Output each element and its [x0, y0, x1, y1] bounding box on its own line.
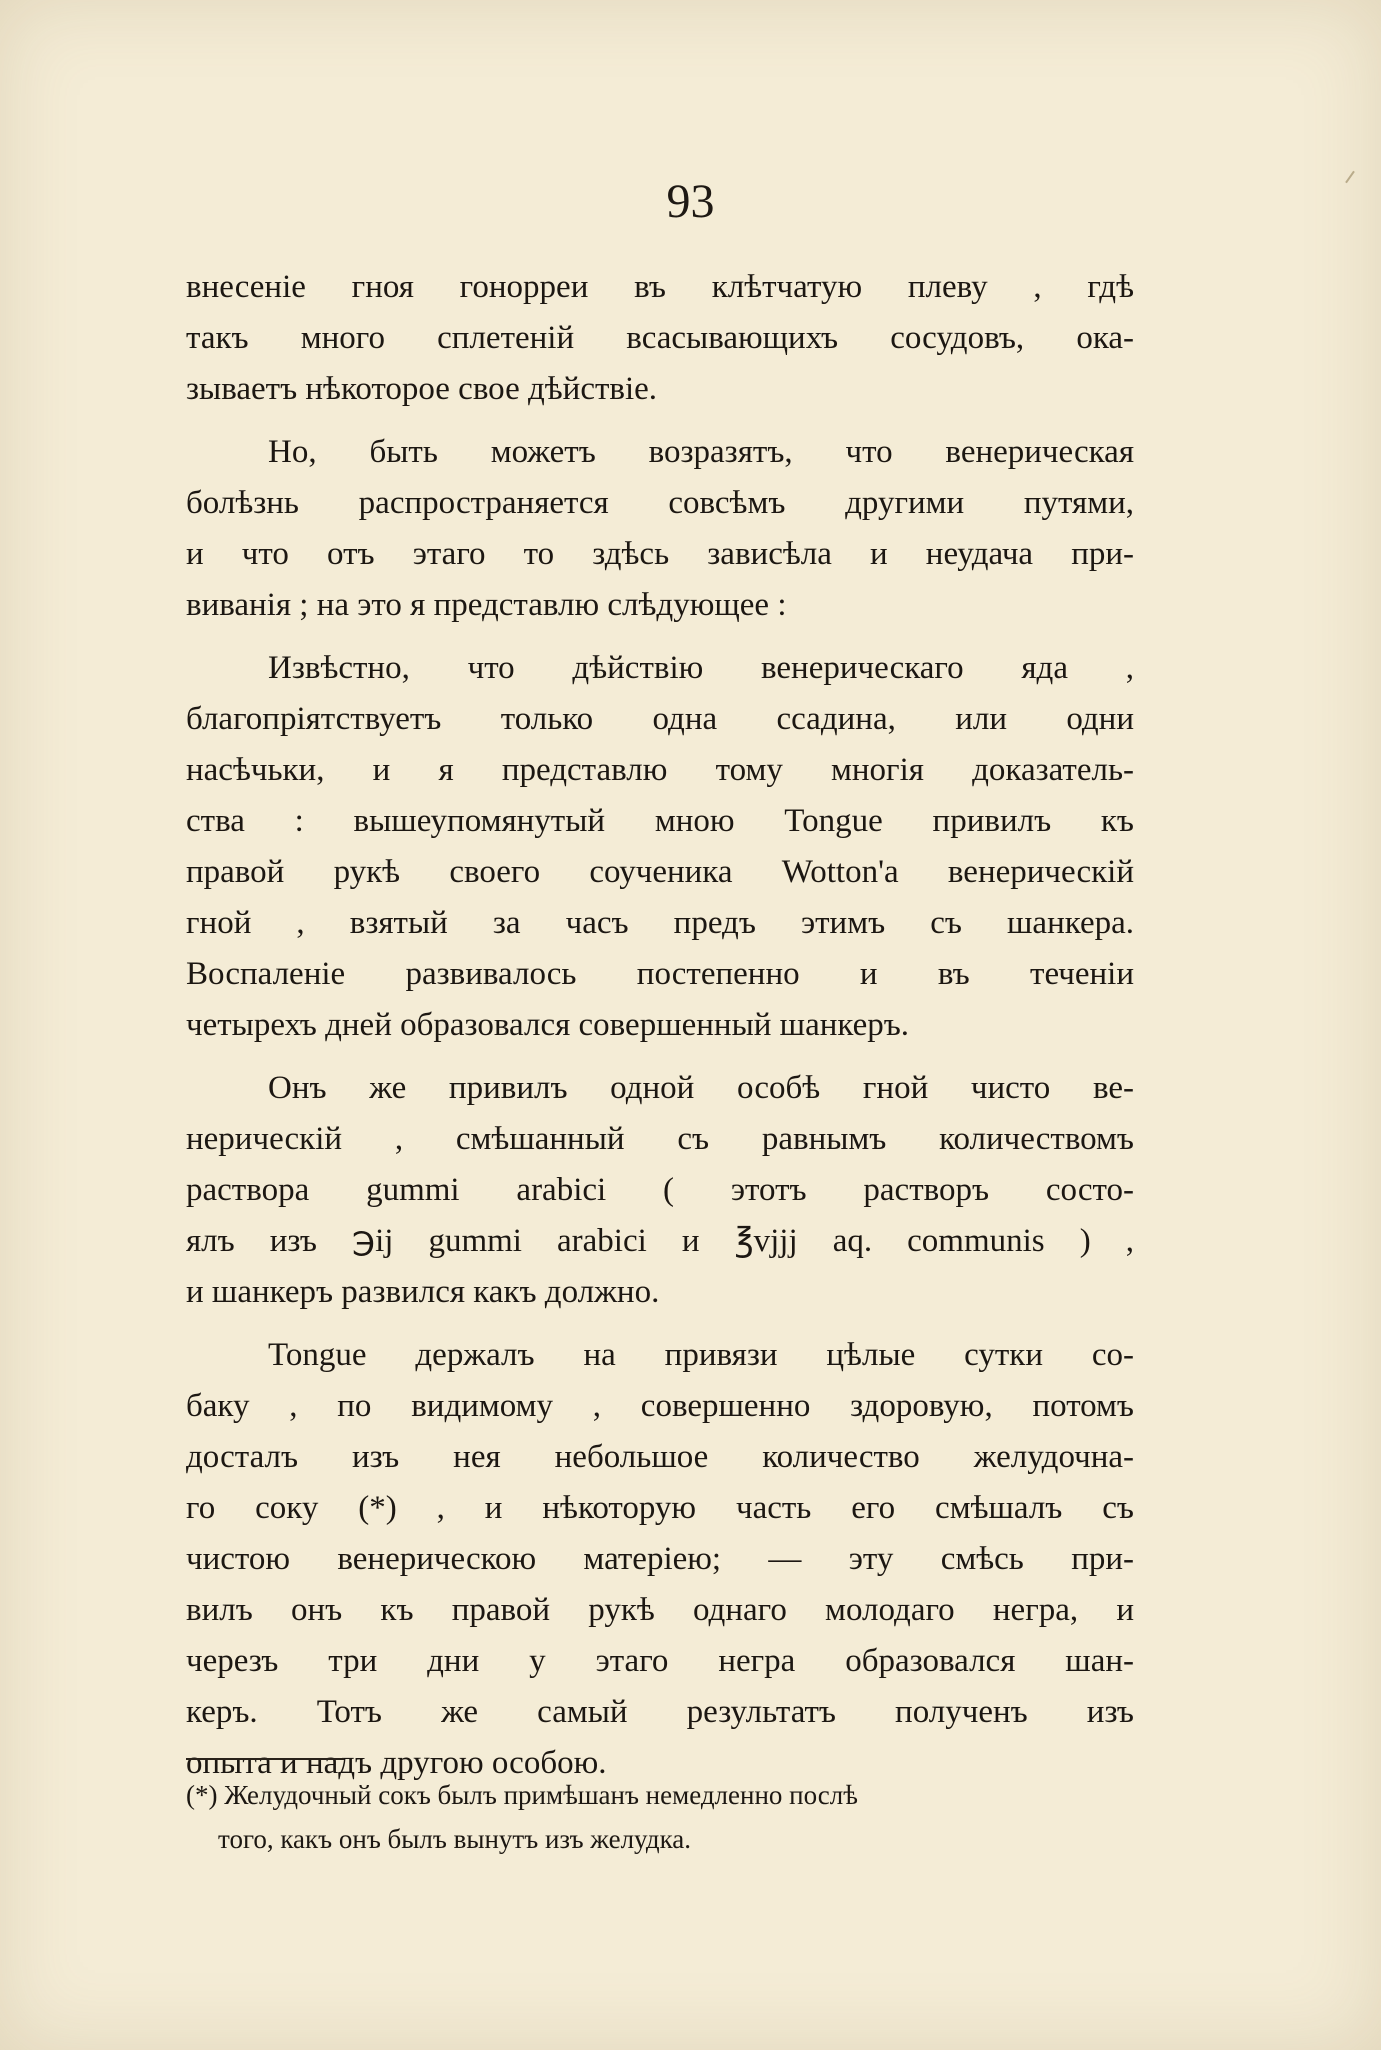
footnote-line: (*) Желудочный сокъ былъ примѣшанъ немедленно послѣ [186, 1780, 858, 1810]
text-line: баку , по видимому , совершенно здоровую, потомъ [186, 1388, 1134, 1424]
text-line: Извѣстно, что дѣйствію венерическаго яда , [268, 650, 1134, 686]
body-text [186, 262, 1134, 1789]
footnote-divider [186, 1758, 344, 1760]
text-line: и шанкеръ развился какъ должно. [186, 1274, 660, 1310]
text-line: опыта и надъ другою особою. [186, 1745, 607, 1781]
text-line: Воспаленіе развивалось постепенно и въ теченіи [186, 956, 1134, 992]
text-line: правой рукѣ своего соученика Wotton'а венерическій [186, 854, 1134, 890]
text-line: досталъ изъ нея небольшое количество желудочна- [186, 1439, 1134, 1475]
text-line: го соку (*) , и нѣкоторую часть его смѣшалъ съ [186, 1490, 1134, 1526]
footnote [186, 1773, 1134, 1861]
page-number: 93 [666, 175, 715, 228]
paragraph-3 [186, 643, 1134, 1051]
text-line: раствора gummi arabici ( этотъ растворъ состо- [186, 1172, 1134, 1208]
text-line: ства : вышеупомянутый мною Tongue привилъ къ [186, 803, 1134, 839]
text-line: внесеніе гноя гонорреи въ клѣтчатую плеву , гдѣ [186, 269, 1134, 305]
text-line: благопріятствуетъ только одна ссадина, или одни [186, 701, 1134, 737]
text-line: нерическій , смѣшанный съ равнымъ количествомъ [186, 1121, 1134, 1157]
text-line: такъ много сплетеній всасывающихъ сосудовъ, ока- [186, 320, 1134, 356]
text-line: зываетъ нѣкоторое свое дѣйствіе. [186, 371, 658, 407]
text-line: болѣзнь распространяется совсѣмъ другими путями, [186, 485, 1134, 521]
text-line: Но, быть можетъ возразятъ, что венерическая [268, 434, 1134, 470]
paragraph-4 [186, 1063, 1134, 1318]
text-line: гной , взятый за часъ предъ этимъ съ шанкера. [186, 905, 1134, 941]
paragraph-5 [186, 1330, 1134, 1789]
paragraph-1 [186, 262, 1134, 415]
text-line: вилъ онъ къ правой рукѣ однаго молодаго негра, и [186, 1592, 1134, 1628]
text-line: Онъ же привилъ одной особѣ гной чисто ве- [268, 1070, 1134, 1106]
text-line: Tongue держалъ на привязи цѣлые сутки со- [268, 1337, 1134, 1373]
text-line: чистою венерическою матеріею; — эту смѣсь при- [186, 1541, 1134, 1577]
text-line: виванія ; на это я представлю слѣдующее : [186, 587, 787, 623]
text-line: и что отъ этаго то здѣсь зависѣла и неудача при- [186, 536, 1134, 572]
footnote-line: того, какъ онъ былъ вынутъ изъ желудка. [218, 1824, 692, 1854]
text-line: насѣчьки, и я представлю тому многія доказатель- [186, 752, 1134, 788]
text-line: ялъ изъ ℈ij gummi arabici и ℥vjjj aq. communis ) , [186, 1223, 1134, 1259]
text-line: четырехъ дней образовался совершенный шанкеръ. [186, 1007, 910, 1043]
text-line: черезъ три дни у этаго негра образовался шан- [186, 1643, 1134, 1679]
text-line: керъ. Тотъ же самый результатъ полученъ изъ [186, 1694, 1134, 1730]
paragraph-2 [186, 427, 1134, 631]
